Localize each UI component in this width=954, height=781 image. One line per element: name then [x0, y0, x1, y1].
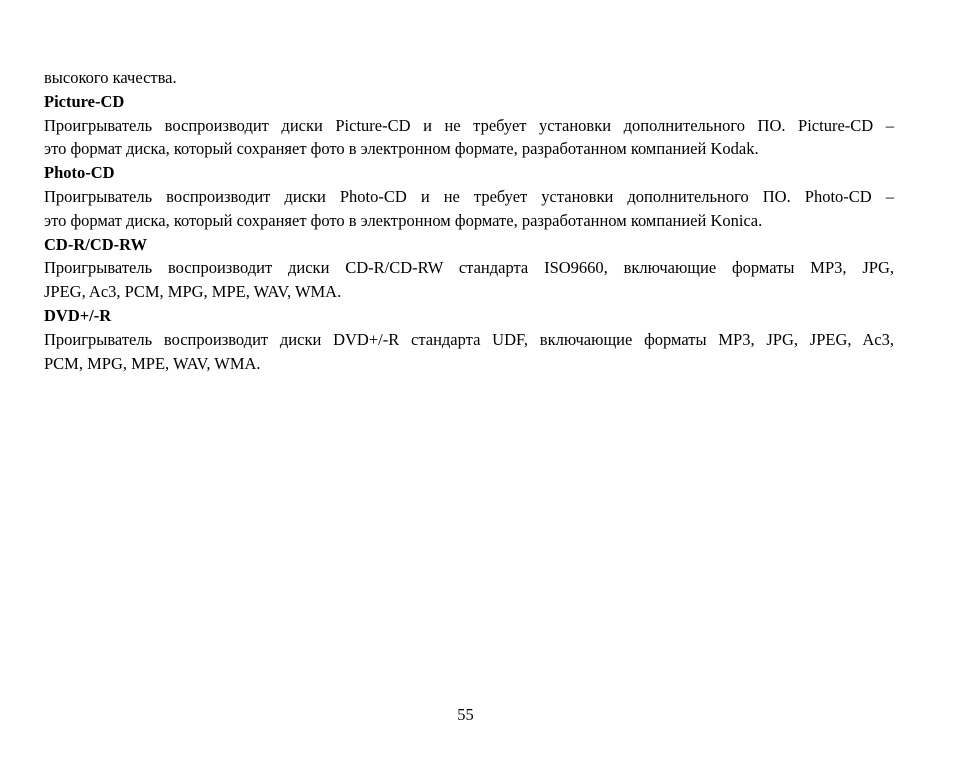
paragraph-line: это формат диска, который сохраняет фото в электронном формате, разработанном компанией Konica.: [44, 210, 763, 230]
section-cd-r-cd-rw: [44, 233, 894, 304]
paragraph-line: Проигрыватель воспроизводит диски CD-R/CD-RW стандарта ISO9660, включающие форматы MP3, JPG,: [44, 258, 894, 278]
page-number: 55: [457, 705, 474, 724]
document-page: [44, 66, 894, 375]
paragraph-line: PCM, MPG, MPE, WAV, WMA.: [44, 353, 261, 373]
section-heading: Photo-CD: [44, 163, 115, 183]
section-heading: DVD+/-R: [44, 305, 112, 325]
section-heading: CD-R/CD-RW: [44, 234, 147, 254]
section-dvd-r: [44, 304, 894, 375]
section-heading: Picture-CD: [44, 91, 125, 111]
paragraph-line: Проигрыватель воспроизводит диски Picture-CD и не требует установки дополнительного ПО. Picture-CD –: [44, 115, 894, 135]
section-photo-cd: [44, 161, 894, 232]
paragraph-line: Проигрыватель воспроизводит диски Photo-CD и не требует установки дополнительного ПО. Photo-CD –: [44, 186, 894, 206]
continuation-text: высокого качества.: [44, 68, 177, 87]
section-picture-cd: [44, 90, 894, 161]
paragraph-line: это формат диска, который сохраняет фото в электронном формате, разработанном компанией Kodak.: [44, 139, 759, 159]
paragraph-line: Проигрыватель воспроизводит диски DVD+/-R стандарта UDF, включающие форматы MP3, JPG, JPEG, Ac3,: [44, 329, 894, 349]
paragraph-line: JPEG, Ac3, PCM, MPG, MPE, WAV, WMA.: [44, 282, 342, 302]
